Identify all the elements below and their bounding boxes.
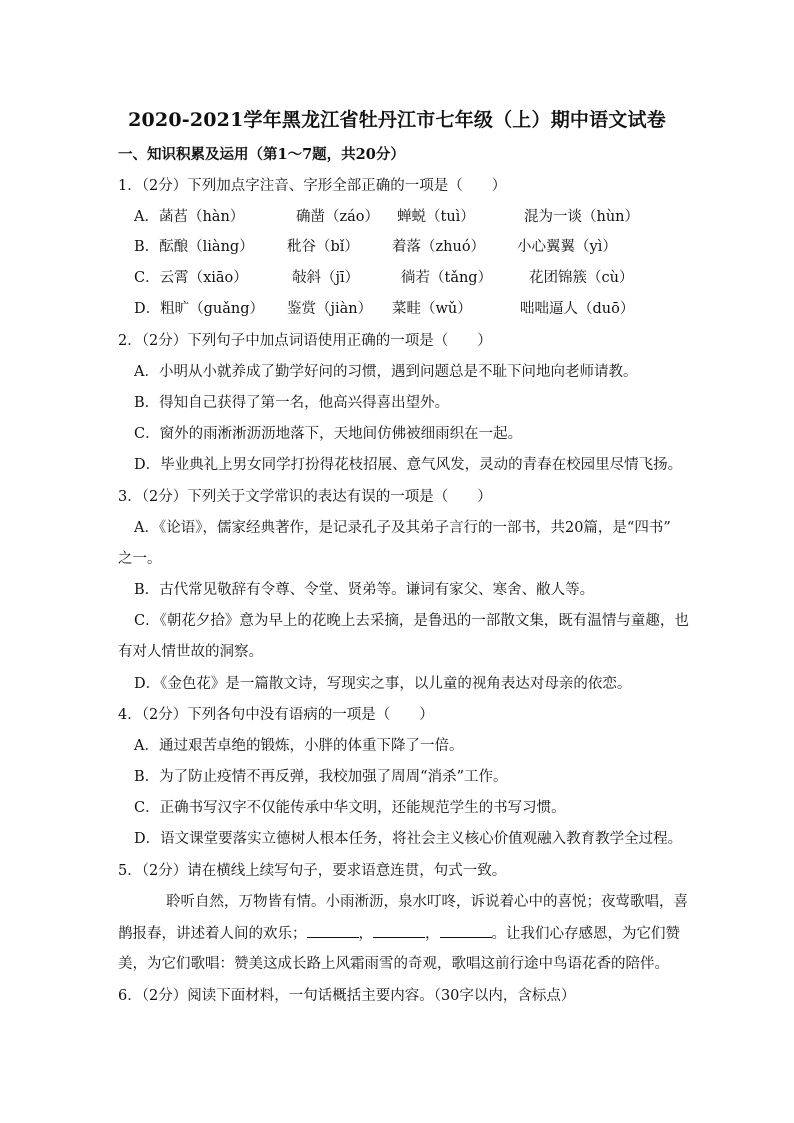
exam-title: 2020-2021学年黑龙江省牡丹江市七年级（上）期中语文试卷 <box>128 109 666 131</box>
q4-option-c: C．正确书写汉字不仅能传承中华文明，还能规范学生的书写习惯。 <box>134 800 566 816</box>
q1-option-cell: 秕谷（bǐ） <box>287 239 359 255</box>
answer-blank-2[interactable] <box>373 923 425 938</box>
q2-option-d: D．毕业典礼上男女同学打扮得花枝招展、意气风发，灵动的青春在校园里尽情飞扬。 <box>134 457 683 473</box>
q3-option-c: C．《朝花夕拾》意为早上的花晚上去采摘，是鲁迅的一部散文集，既有温情与童趣，也 <box>134 613 689 629</box>
answer-blank-3[interactable] <box>440 923 492 938</box>
q2-option-a: A．小明从小就养成了勤学好问的习惯，遇到问题总是不耻下问地向老师请教。 <box>134 364 638 380</box>
q1-option-cell: 菜畦（wǔ） <box>392 301 472 317</box>
question-4-stem: 4．（2分）下列各句中没有语病的一项是（ ） <box>118 707 434 723</box>
q1-option-cell: 小心翼翼（yì） <box>517 239 617 255</box>
q1-option-cell: 咄咄逼人（duō） <box>520 301 635 317</box>
q4-option-a: A．通过艰苦卓绝的锻炼，小胖的体重下降了一倍。 <box>134 738 464 754</box>
q5-passage-line-3: 美，为它们歌唱：赞美这成长路上风霜雨雪的奇观，歌唱这前行途中鸟语花香的陪伴。 <box>118 956 669 972</box>
q5-passage-line-2 <box>118 923 680 944</box>
q3-option-d: D．《金色花》是一篇散文诗，写现实之事，以儿童的视角表达对母亲的依恋。 <box>134 676 632 692</box>
q1-option-cell: D．粗旷（guǎng） <box>134 301 265 317</box>
q2-option-c: C．窗外的雨淅淅沥沥地落下，天地间仿佛被细雨织在一起。 <box>134 426 523 442</box>
q2-option-b: B．得知自己获得了第一名，他高兴得喜出望外。 <box>134 395 450 411</box>
section-heading: 一、知识积累及运用（第1～7题，共20分） <box>118 146 405 163</box>
question-6-stem: 6．（2分）阅读下面材料，一句话概括主要内容。（30字以内，含标点） <box>118 988 576 1004</box>
q1-option-cell: 徜若（tǎng） <box>401 270 493 286</box>
q1-option-cell: 蝉蜕（tuì） <box>397 209 475 225</box>
q1-option-cell: 着落（zhuó） <box>392 239 486 255</box>
q5-passage-text: 。让我们心存感恩，为它们赞 <box>491 926 680 942</box>
answer-blank-1[interactable] <box>307 923 359 938</box>
q5-passage-text: 鹊报春，讲述着人间的欢乐； <box>118 926 307 942</box>
q5-passage-line-1: 聆听自然，万物皆有情。小雨淅沥，泉水叮咚，诉说着心中的喜悦；夜莺歌唱，喜 <box>166 894 688 910</box>
q1-option-cell: 混为一谈（hùn） <box>524 209 640 225</box>
q1-option-cell: C．云霄（xiāo） <box>134 270 248 286</box>
q3-option-b: B．古代常见敬辞有令尊、令堂、贤弟等。谦词有家父、寒舍、敝人等。 <box>134 582 595 598</box>
q1-option-cell: 花团锦簇（cù） <box>529 270 634 286</box>
question-3-stem: 3．（2分）下列关于文学常识的表达有误的一项是（ ） <box>118 489 492 505</box>
q1-option-cell: 鉴赏（jiàn） <box>287 301 373 317</box>
q3-option-c-cont: 有对人情世故的洞察。 <box>118 644 263 660</box>
q3-option-a-cont: 之一。 <box>118 551 162 567</box>
q1-option-cell: A．菡萏（hàn） <box>134 209 245 225</box>
q1-option-cell: 敧斜（jī） <box>292 270 360 286</box>
q1-option-cell: 确凿（záo） <box>296 209 380 225</box>
q1-option-cell: B．酝酿（liàng） <box>134 239 254 255</box>
q4-option-b: B．为了防止疫情不再反弹，我校加强了周周“消杀”工作。 <box>134 769 508 785</box>
question-1-stem: 1．（2分）下列加点字注音、字形全部正确的一项是（ ） <box>118 178 507 194</box>
q5-separator: ， <box>358 926 373 942</box>
q4-option-d: D．语文课堂要落实立德树人根本任务，将社会主义核心价值观融入教育教学全过程。 <box>134 831 683 847</box>
question-2-stem: 2．（2分）下列句子中加点词语使用正确的一项是（ ） <box>118 333 492 349</box>
q3-option-a: A．《论语》，儒家经典著作，是记录孔子及其弟子言行的一部书，共20篇，是“四书” <box>134 520 671 536</box>
question-5-stem: 5．（2分）请在横线上续写句子，要求语意连贯，句式一致。 <box>118 863 507 879</box>
q5-separator: ， <box>425 926 440 942</box>
